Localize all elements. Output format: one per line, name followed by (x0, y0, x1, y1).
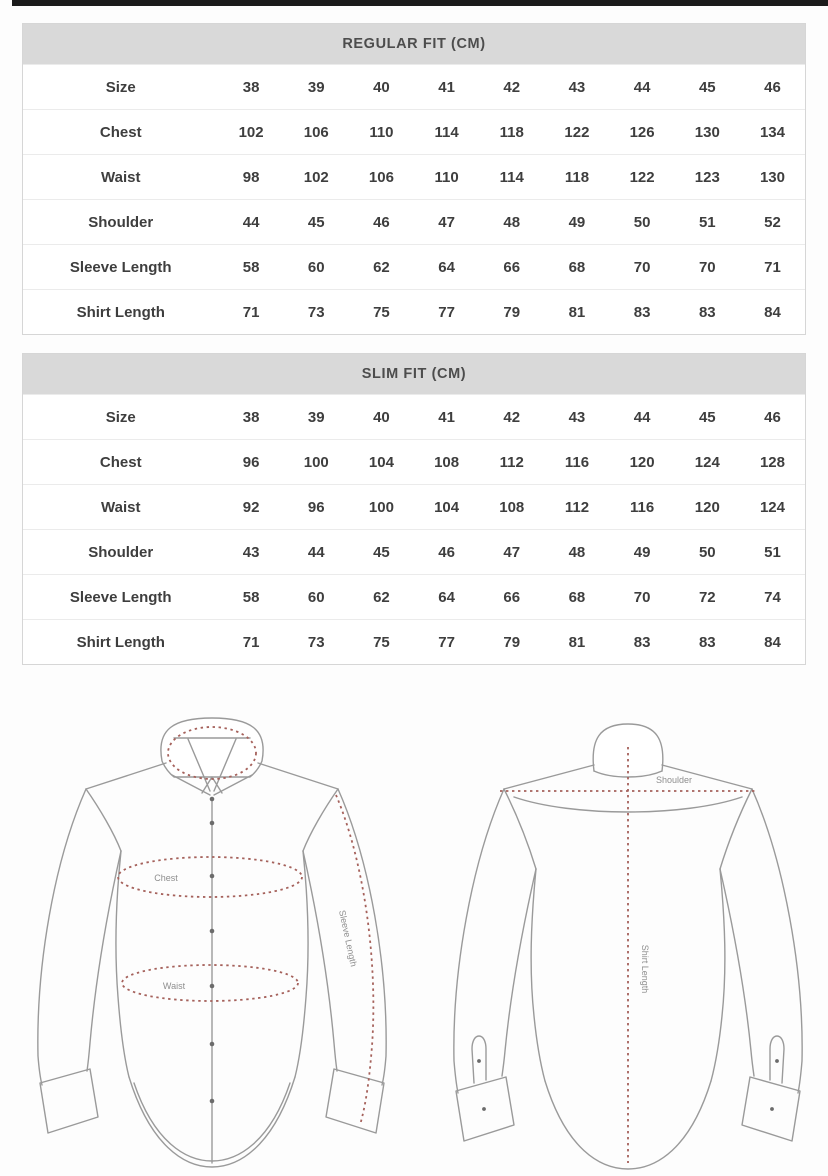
value-cell: 39 (307, 408, 325, 426)
value-cell: 64 (438, 588, 455, 606)
table-body (23, 394, 805, 664)
value-cell: 68 (568, 588, 586, 606)
measurement-diagrams (0, 711, 828, 1173)
row-label: Waist (101, 168, 141, 186)
value-cell: 48 (568, 543, 586, 561)
value-cell: 122 (564, 123, 590, 141)
row-label: Shoulder (88, 543, 154, 561)
value-cell: 70 (633, 258, 651, 276)
value-cell: 123 (694, 168, 720, 186)
value-cell: 73 (307, 303, 325, 321)
value-cell: 46 (438, 543, 455, 561)
shoulder-label: Shoulder (655, 775, 693, 785)
shirt-front-diagram (26, 711, 398, 1173)
row-label: Shirt Length (76, 633, 165, 651)
value-cell: 98 (242, 168, 260, 186)
value-cell: 64 (438, 258, 455, 276)
value-cell: 124 (759, 498, 785, 516)
table-row (23, 244, 805, 289)
value-cell: 81 (568, 633, 586, 651)
value-cell: 75 (373, 633, 390, 651)
value-cell: 47 (438, 213, 455, 231)
value-cell: 84 (764, 303, 781, 321)
value-cell: 126 (629, 123, 655, 141)
value-cell: 49 (633, 543, 651, 561)
table-row (23, 394, 805, 439)
value-cell: 40 (373, 408, 390, 426)
value-cell: 44 (307, 543, 325, 561)
value-cell: 45 (698, 408, 716, 426)
value-cell: 120 (629, 453, 655, 471)
value-cell: 79 (503, 633, 521, 651)
value-cell: 104 (434, 498, 460, 516)
sleeve-length-label: Sleeve Length (337, 909, 359, 968)
value-cell: 42 (503, 408, 521, 426)
value-cell: 83 (698, 303, 716, 321)
value-cell: 83 (633, 633, 651, 651)
value-cell: 108 (499, 498, 525, 516)
value-cell: 83 (698, 633, 716, 651)
value-cell: 66 (503, 588, 521, 606)
value-cell: 44 (242, 213, 260, 231)
value-cell: 44 (633, 78, 651, 96)
value-cell: 79 (503, 303, 521, 321)
table-row (23, 199, 805, 244)
value-cell: 50 (698, 543, 716, 561)
value-cell: 128 (759, 453, 785, 471)
value-cell: 130 (759, 168, 785, 186)
value-cell: 46 (373, 213, 390, 231)
row-label: Size (105, 408, 136, 426)
table-title: REGULAR FIT (CM) (23, 24, 805, 64)
table-row (23, 289, 805, 334)
value-cell: 110 (434, 168, 459, 186)
value-cell: 46 (764, 78, 781, 96)
value-cell: 71 (242, 633, 260, 651)
value-cell: 118 (499, 123, 524, 141)
value-cell: 41 (438, 408, 455, 426)
value-cell: 45 (698, 78, 716, 96)
value-cell: 106 (368, 168, 394, 186)
slim-fit-table (22, 353, 806, 665)
value-cell: 120 (694, 498, 720, 516)
value-cell: 42 (503, 78, 521, 96)
value-cell: 50 (633, 213, 651, 231)
value-cell: 92 (242, 498, 260, 516)
value-cell: 104 (368, 453, 394, 471)
value-cell: 102 (303, 168, 329, 186)
value-cell: 58 (242, 588, 260, 606)
value-cell: 124 (694, 453, 720, 471)
value-cell: 51 (698, 213, 716, 231)
row-label: Shoulder (88, 213, 154, 231)
value-cell: 114 (434, 123, 459, 141)
value-cell: 66 (503, 258, 521, 276)
row-label: Shirt Length (76, 303, 165, 321)
value-cell: 110 (369, 123, 394, 141)
value-cell: 102 (238, 123, 264, 141)
table-title: SLIM FIT (CM) (23, 354, 805, 394)
value-cell: 77 (438, 303, 455, 321)
value-cell: 39 (307, 78, 325, 96)
row-label: Sleeve Length (69, 588, 172, 606)
value-cell: 74 (764, 588, 781, 606)
table-body (23, 64, 805, 334)
value-cell: 52 (764, 213, 781, 231)
value-cell: 47 (503, 543, 521, 561)
value-cell: 106 (303, 123, 329, 141)
row-label: Chest (99, 453, 142, 471)
value-cell: 84 (764, 633, 781, 651)
table-row (23, 574, 805, 619)
value-cell: 40 (373, 78, 390, 96)
value-cell: 46 (764, 408, 781, 426)
value-cell: 38 (242, 408, 260, 426)
value-cell: 75 (373, 303, 390, 321)
value-cell: 62 (373, 258, 390, 276)
value-cell: 60 (307, 258, 325, 276)
value-cell: 116 (564, 453, 590, 471)
value-cell: 96 (307, 498, 325, 516)
value-cell: 112 (564, 498, 590, 516)
value-cell: 71 (242, 303, 260, 321)
value-cell: 108 (434, 453, 460, 471)
value-cell: 83 (633, 303, 651, 321)
value-cell: 43 (568, 78, 586, 96)
value-cell: 51 (764, 543, 781, 561)
table-row (23, 64, 805, 109)
value-cell: 45 (307, 213, 325, 231)
top-border-bar (12, 0, 828, 6)
row-label: Chest (99, 123, 142, 141)
value-cell: 41 (438, 78, 455, 96)
table-row (23, 109, 805, 154)
value-cell: 130 (694, 123, 720, 141)
value-cell: 122 (629, 168, 655, 186)
value-cell: 100 (303, 453, 329, 471)
value-cell: 118 (564, 168, 590, 186)
value-cell: 43 (242, 543, 260, 561)
value-cell: 77 (438, 633, 455, 651)
row-label: Waist (101, 498, 141, 516)
value-cell: 70 (698, 258, 716, 276)
row-label: Sleeve Length (69, 258, 172, 276)
value-cell: 58 (242, 258, 260, 276)
chest-label: Chest (154, 873, 178, 883)
table-row (23, 439, 805, 484)
value-cell: 81 (568, 303, 586, 321)
value-cell: 96 (242, 453, 260, 471)
table-row (23, 619, 805, 664)
row-label: Size (105, 78, 136, 96)
value-cell: 43 (568, 408, 586, 426)
value-cell: 72 (698, 588, 716, 606)
table-row (23, 529, 805, 574)
value-cell: 62 (373, 588, 390, 606)
table-row (23, 154, 805, 199)
value-cell: 44 (633, 408, 651, 426)
value-cell: 134 (759, 123, 785, 141)
value-cell: 116 (630, 498, 655, 516)
value-cell: 38 (242, 78, 260, 96)
value-cell: 112 (499, 453, 524, 471)
regular-fit-table (22, 23, 806, 335)
value-cell: 70 (633, 588, 651, 606)
value-cell: 73 (307, 633, 325, 651)
value-cell: 60 (307, 588, 325, 606)
waist-label: Waist (162, 981, 186, 991)
value-cell: 48 (503, 213, 521, 231)
waist-measure-ellipse (122, 965, 298, 1001)
shirt-length-label: Shirt Length (640, 944, 650, 994)
value-cell: 45 (373, 543, 390, 561)
table-row (23, 484, 805, 529)
value-cell: 68 (568, 258, 586, 276)
value-cell: 100 (368, 498, 394, 516)
value-cell: 71 (764, 258, 781, 276)
shirt-back-diagram (442, 711, 814, 1173)
value-cell: 49 (568, 213, 586, 231)
value-cell: 114 (499, 168, 524, 186)
